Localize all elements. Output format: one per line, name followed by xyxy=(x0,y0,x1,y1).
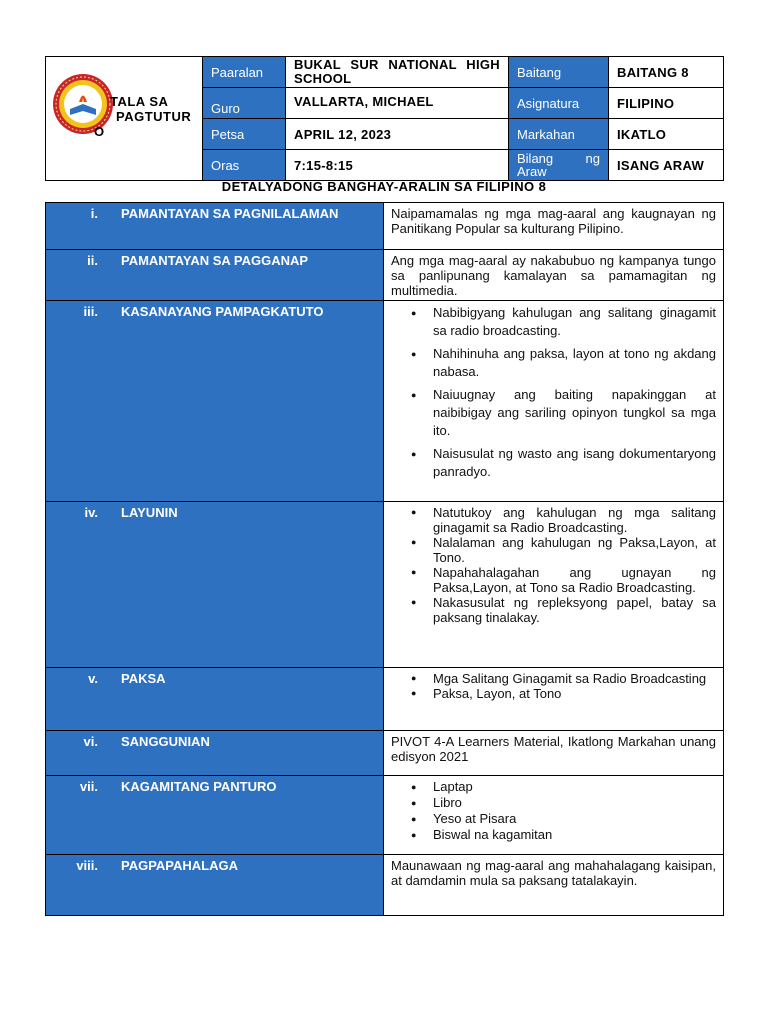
section-list xyxy=(384,776,724,855)
section-row xyxy=(46,250,724,301)
list-item: ● Libro xyxy=(433,795,716,811)
list-item: ● Napahahalagahan ang ugnayan ng Paksa,Layon, at Tono sa Radio Broadcasting. xyxy=(433,565,716,595)
list-item: ● Nabibigyang kahulugan ang salitang ginagamit sa radio broadcasting. xyxy=(433,304,716,340)
bilang-label: Bilang ng Araw xyxy=(509,150,609,181)
list-item: ● Naisusulat ng wasto ang isang dokumentaryong panradyo. xyxy=(433,445,716,481)
section-label: vii. KAGAMITANG PANTURO xyxy=(46,776,384,855)
list-item: ● Nakasusulat ng repleksyong papel, batay sa paksang tinalakay. xyxy=(433,595,716,625)
section-label: ii. PAMANTAYAN SA PAGGANAP xyxy=(46,250,384,301)
asignatura-value: FILIPINO xyxy=(609,88,724,119)
oras-value: 7:15-8:15 xyxy=(286,150,509,181)
list-item: ● Yeso at Pisara xyxy=(433,811,716,827)
section-row xyxy=(46,731,724,776)
section-label: v. PAKSA xyxy=(46,668,384,731)
section-row xyxy=(46,668,724,731)
petsa-label: Petsa xyxy=(203,119,286,150)
list-item: ● Laptap xyxy=(433,779,716,795)
section-row xyxy=(46,301,724,502)
section-list xyxy=(384,301,724,502)
baitang-label: Baitang xyxy=(509,57,609,88)
list-item: ● Nalalaman ang kahulugan ng Paksa,Layon, at Tono. xyxy=(433,535,716,565)
list-item: ● Mga Salitang Ginagamit sa Radio Broadcasting xyxy=(433,671,716,686)
section-row xyxy=(46,776,724,855)
page-title: DETALYADONG BANGHAY-ARALIN SA FILIPINO 8 xyxy=(221,179,547,194)
oras-label: Oras xyxy=(203,150,286,181)
section-text: PIVOT 4-A Learners Material, Ikatlong Markahan unang edisyon 2021 xyxy=(384,731,724,776)
section-label: i. PAMANTAYAN SA PAGNILALAMAN xyxy=(46,203,384,250)
logo-text: TALA SA PAGTUTUR O xyxy=(94,94,192,139)
section-row xyxy=(46,855,724,916)
section-row xyxy=(46,502,724,668)
section-label: viii. PAGPAPAHALAGA xyxy=(46,855,384,916)
guro-label: Guro xyxy=(203,88,286,119)
section-label: vi. SANGGUNIAN xyxy=(46,731,384,776)
section-text: Maunawaan ng mag-aaral ang mahahalagang kaisipan, at damdamin mula sa paksang tatalakayin. xyxy=(384,855,724,916)
section-list xyxy=(384,502,724,668)
asignatura-label: Asignatura xyxy=(509,88,609,119)
paaralan-value: BUKAL SUR NATIONAL HIGH SCHOOL xyxy=(286,57,509,88)
section-text: Ang mga mag-aaral ay nakabubuo ng kampanya tungo sa panlipunang kamalayan sa pamamagitan ng multimedia. xyxy=(384,250,724,301)
list-item: ● Natutukoy ang kahulugan ng mga salitang ginagamit sa Radio Broadcasting. xyxy=(433,505,716,535)
section-row xyxy=(46,203,724,250)
list-item: ● Paksa, Layon, at Tono xyxy=(433,686,716,701)
bilang-value: ISANG ARAW xyxy=(609,150,724,181)
petsa-value: APRIL 12, 2023 xyxy=(286,119,509,150)
section-label: iii. KASANAYANG PAMPAGKATUTO xyxy=(46,301,384,502)
markahan-value: IKATLO xyxy=(609,119,724,150)
list-item: ● Naiuugnay ang baiting napakinggan at naibibigay ang sariling opinyon tungkol sa mga ito. xyxy=(433,386,716,440)
lesson-plan-table xyxy=(45,202,724,916)
paaralan-label: Paaralan xyxy=(203,57,286,88)
markahan-label: Markahan xyxy=(509,119,609,150)
baitang-value: BAITANG 8 xyxy=(609,57,724,88)
list-item: ● Biswal na kagamitan xyxy=(433,827,716,843)
logo-cell xyxy=(46,57,203,181)
list-item: ● Nahihinuha ang paksa, layon at tono ng akdang nabasa. xyxy=(433,345,716,381)
guro-value: VALLARTA, MICHAEL xyxy=(286,88,509,119)
section-label: iv. LAYUNIN xyxy=(46,502,384,668)
section-text: Naipamamalas ng mga mag-aaral ang kaugnayan ng Panitikang Popular sa kulturang Pilipino. xyxy=(384,203,724,250)
header-table xyxy=(45,56,724,181)
section-list xyxy=(384,668,724,731)
